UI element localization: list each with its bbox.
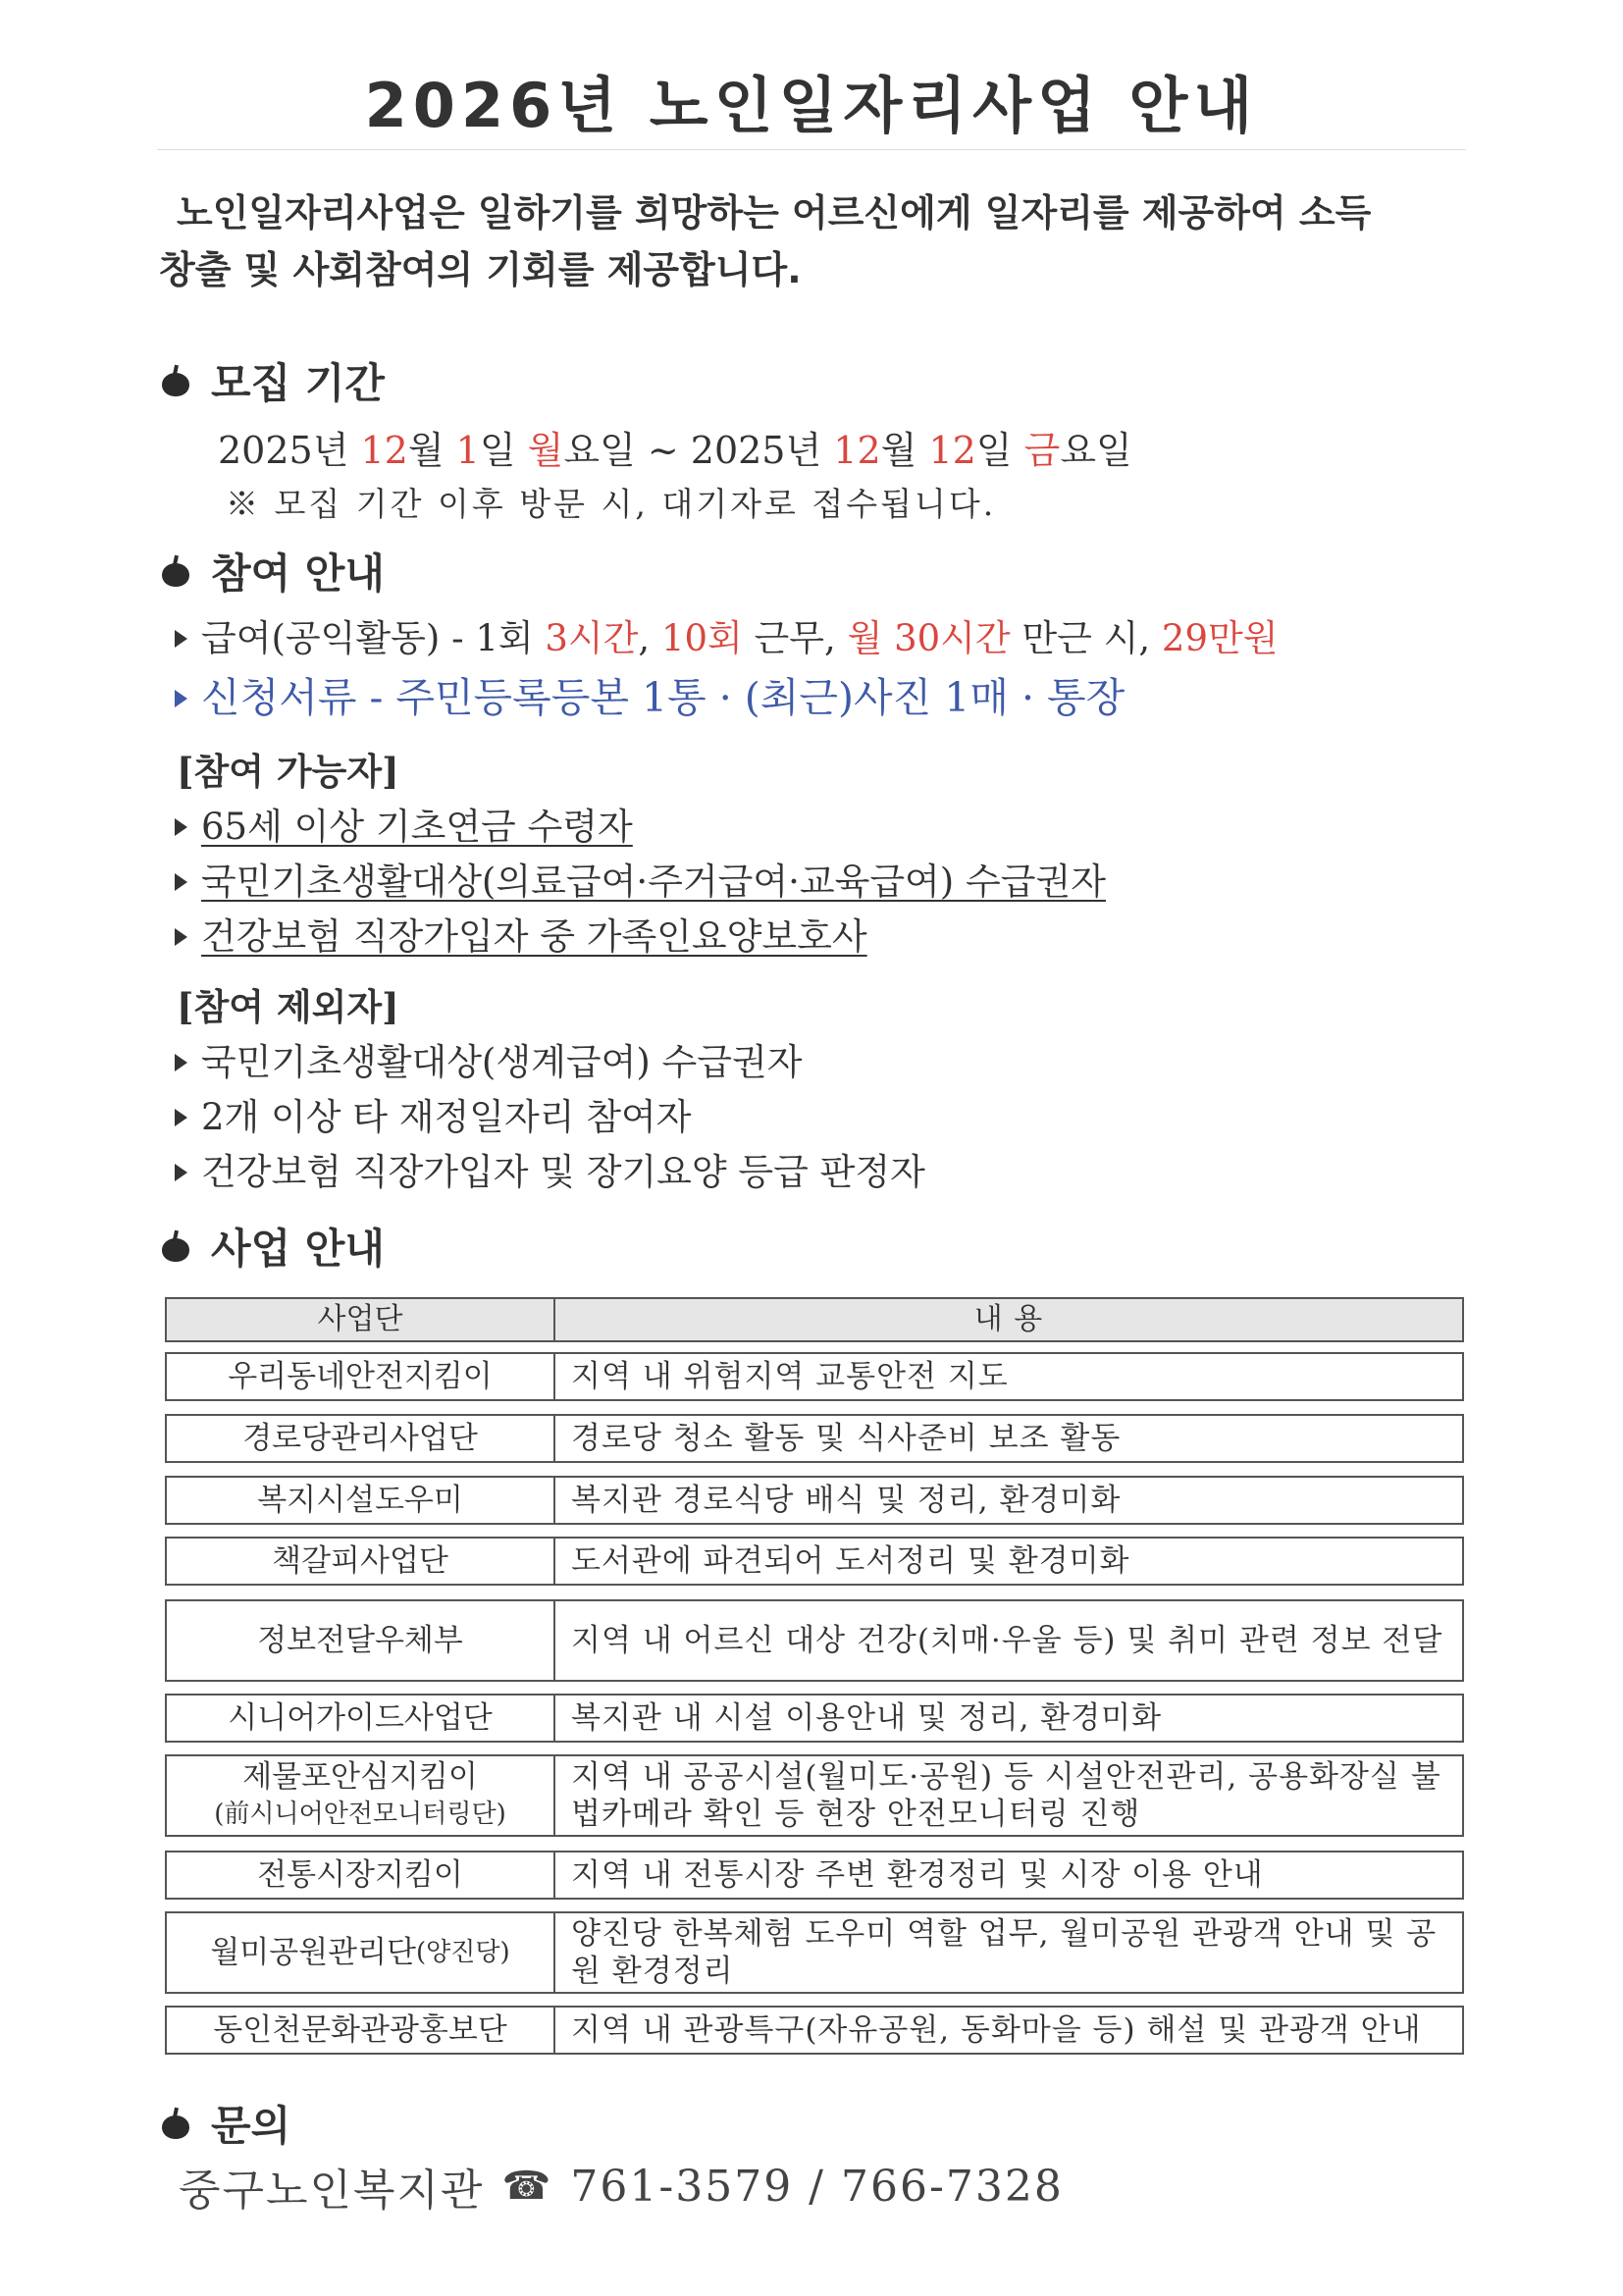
row-description: 지역 내 어르신 대상 건강(치매·우울 등) 및 취미 관련 정보 전달 xyxy=(571,1623,1443,1658)
table-row xyxy=(165,1694,1464,1743)
triangle-bullet-icon xyxy=(175,873,187,891)
row-business-name: 전통시장지킴이 xyxy=(167,1852,555,1898)
apple-bullet-icon xyxy=(162,557,189,585)
row-business-name xyxy=(167,1913,555,1992)
business-name-sub: (前시니어안전모니터링단) xyxy=(214,1800,506,1829)
organization-name: 중구노인복지관 xyxy=(179,2166,485,2216)
row-business-name xyxy=(167,1756,555,1835)
phone-numbers: 761-3579 / 766-7328 xyxy=(570,2161,1064,2212)
business-name-main: 월미공원관리단 xyxy=(210,1935,416,1970)
pay-info: 급여(공익활동) - 1회 3시간, 10회 근무, 월 30시간 만근 시, 29만원 xyxy=(175,608,1279,661)
table-row xyxy=(165,1851,1464,1900)
table-row xyxy=(165,1599,1464,1682)
row-description: 지역 내 공공시설(월미도·공원) 등 시설안전관리, 공용화장실 불법카메라 확인 등 현장 안전모니터링 진행 xyxy=(571,1759,1441,1832)
row-description: 경로당 청소 활동 및 식사준비 보조 활동 xyxy=(571,1421,1122,1456)
recruit-heading-text: 모집 기간 xyxy=(211,359,385,407)
excluded-item: 2개 이상 타 재정일자리 참여자 xyxy=(175,1087,692,1140)
business-name-sub: (양진당) xyxy=(415,1938,510,1967)
section-heading-business xyxy=(162,1217,385,1276)
apple-bullet-icon xyxy=(162,1232,189,1260)
row-description: 도서관에 파견되어 도서정리 및 환경미화 xyxy=(571,1543,1130,1579)
apple-bullet-icon xyxy=(162,367,189,394)
row-business-name: 시니어가이드사업단 xyxy=(167,1696,555,1741)
table-row xyxy=(165,1352,1464,1401)
triangle-bullet-icon xyxy=(175,818,187,836)
contact-line xyxy=(179,2155,1064,2218)
row-business-name: 복지시설도우미 xyxy=(167,1478,555,1523)
eligible-heading: [참여 가능자] xyxy=(177,750,399,793)
apple-bullet-icon xyxy=(162,2110,189,2137)
triangle-bullet-icon xyxy=(175,1164,187,1181)
table-row xyxy=(165,2006,1464,2055)
intro-line-2: 창출 및 사회참여의 기회를 제공합니다. xyxy=(159,248,802,291)
triangle-bullet-icon xyxy=(175,630,187,648)
business-heading-text: 사업 안내 xyxy=(211,1225,385,1273)
section-heading-recruit xyxy=(162,351,385,410)
triangle-bullet-icon xyxy=(175,1054,187,1071)
eligible-item: 국민기초생활대상(의료급여·주거급여·교육급여) 수급권자 xyxy=(175,852,1106,905)
row-description: 지역 내 관광특구(자유공원, 동화마을 등) 해설 및 관광객 안내 xyxy=(571,2012,1422,2048)
business-name-main: 제물포안심지킴이 xyxy=(242,1759,478,1795)
row-description: 양진당 한복체험 도우미 역할 업무, 월미공원 관광객 안내 및 공원 환경정리 xyxy=(571,1916,1438,1989)
table-header-row xyxy=(165,1297,1464,1342)
participation-heading-text: 참여 안내 xyxy=(211,549,385,598)
section-heading-inquiry xyxy=(162,2094,290,2153)
table-row xyxy=(165,1911,1464,1994)
triangle-bullet-icon xyxy=(175,1109,187,1126)
intro-paragraph xyxy=(159,184,1493,298)
triangle-bullet-icon xyxy=(175,928,187,946)
section-heading-participation xyxy=(162,542,385,600)
excluded-heading: [참여 제외자] xyxy=(177,985,399,1028)
title-divider xyxy=(157,149,1466,150)
table-row xyxy=(165,1476,1464,1525)
row-description: 지역 내 위험지역 교통안전 지도 xyxy=(571,1359,1009,1394)
table-row xyxy=(165,1754,1464,1837)
excluded-item: 국민기초생활대상(생계급여) 수급권자 xyxy=(175,1032,803,1085)
phone-icon: ☎ xyxy=(501,2164,553,2209)
row-business-name: 동인천문화관광홍보단 xyxy=(167,2008,555,2053)
table-row xyxy=(165,1414,1464,1463)
table-row xyxy=(165,1537,1464,1586)
recruit-note: ※ 모집 기간 이후 방문 시, 대기자로 접수됩니다. xyxy=(226,485,997,523)
row-description: 복지관 경로식당 배식 및 정리, 환경미화 xyxy=(571,1483,1122,1518)
row-business-name: 정보전달우체부 xyxy=(167,1601,555,1680)
eligible-item: 65세 이상 기초연금 수령자 xyxy=(175,797,633,850)
intro-line-1: 노인일자리사업은 일하기를 희망하는 어르신에게 일자리를 제공하여 소득 xyxy=(177,191,1372,235)
recruit-period: 2025년 12월 1일 월요일 ~ 2025년 12월 12일 금요일 xyxy=(218,429,1132,472)
row-description: 지역 내 전통시장 주변 환경정리 및 시장 이용 안내 xyxy=(571,1857,1264,1893)
triangle-bullet-icon xyxy=(175,690,187,707)
application-documents: 신청서류 - 주민등록등본 1통 · (최근)사진 1매 · 통장 xyxy=(175,665,1125,723)
col-header-business: 사업단 xyxy=(167,1299,555,1340)
eligible-item: 건강보험 직장가입자 중 가족인요양보호사 xyxy=(175,907,867,960)
excluded-item: 건강보험 직장가입자 및 장기요양 등급 판정자 xyxy=(175,1142,925,1195)
inquiry-heading-text: 문의 xyxy=(211,2102,291,2150)
row-business-name: 우리동네안전지킴이 xyxy=(167,1354,555,1399)
row-business-name: 경로당관리사업단 xyxy=(167,1416,555,1461)
col-header-content: 내 용 xyxy=(973,1302,1044,1336)
row-description: 복지관 내 시설 이용안내 및 정리, 환경미화 xyxy=(571,1700,1163,1736)
page-title: 2026년 노인일자리사업 안내 xyxy=(364,70,1259,141)
row-business-name: 책갈피사업단 xyxy=(167,1539,555,1584)
